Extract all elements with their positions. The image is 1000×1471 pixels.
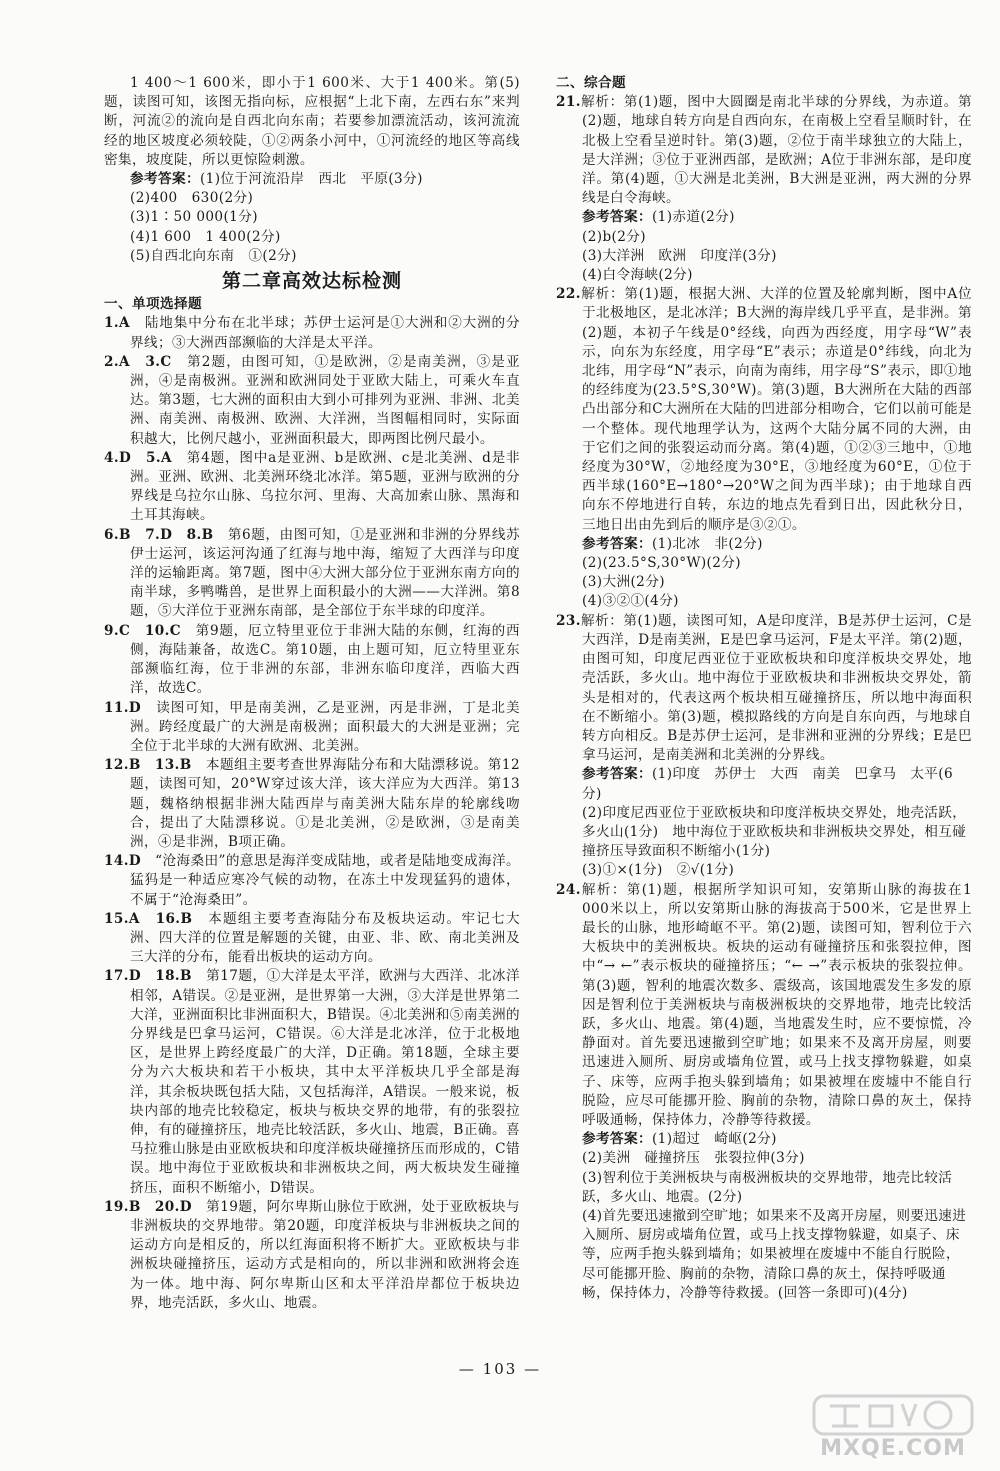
answer-block bbox=[556, 208, 972, 227]
question-analysis: 解析：第(1)题，读图可知，A是印度洋，B是苏伊士运河，C是大西洋，D是南美洲，E是巴拿马运河，F是太平洋。第(2)题，由图可知，印度尼西亚位于亚欧板块和印度洋板块交界处，地壳活跃，多火山。地中海位于亚欧板块和非洲板块交界处，箭头是相对的，代表这两个板块相互碰撞挤压，所以地中海面积在不断缩小。第(3)题，模拟路线的方向是自东向西，与地球自转方向相反。B是苏伊士运河，是非洲和亚洲的分界线；E是巴拿马运河，是南美洲和北美洲的分界线。 bbox=[580, 612, 972, 764]
label-gap bbox=[181, 623, 196, 639]
question-analysis: 解析：第(1)题，图中大圆圈是南北半球的分界线，为赤道。第(2)题，地球自转方向是自西向东，在南极上空看呈顺时针，在北极上空看呈逆时针。第(3)题，②位于南半球独立的大陆上，是大洋洲；③位于亚洲西部，是欧洲；A位于非洲东部，是印度洋。第(4)题，①大洲是北美洲，B大洲是亚洲，两大洲的分界线是白令海峡。 bbox=[580, 94, 972, 207]
question-number: 9.C 10.C bbox=[104, 622, 181, 639]
label-gap bbox=[214, 527, 228, 543]
section-heading: 二、综合题 bbox=[556, 75, 626, 91]
question-analysis: 读图可知，甲是南美洲，乙是亚洲，丙是非洲，丁是北美洲。跨经度最广的大洲是南极洲；面积最大的大洲是亚洲；完全位于北半球的大洲有欧洲、北美洲。 bbox=[130, 699, 520, 754]
question-item bbox=[556, 93, 972, 208]
label-gap bbox=[192, 1199, 206, 1215]
answer-line: (4)首先要迅速撤到空旷地；如果来不及离开房屋，则要迅速进入厕所、厨房或墙角位置，或马上找支撑物躲避，如桌子、床等，应两手抱头躲到墙角；如果被埋在废墟中不能自行脱险，尽可能挪开脸、胸前的杂物，清除口鼻的灰土，保持呼吸通畅，保持体力，冷静等待救援。(回答一条即可)(4分) bbox=[582, 1207, 967, 1301]
question-number: 17.D 18.B bbox=[104, 968, 192, 985]
label-gap bbox=[192, 911, 208, 927]
label-gap bbox=[141, 700, 156, 716]
answer-line: (1)北冰 非(2分) bbox=[651, 535, 763, 552]
answer-block bbox=[556, 535, 972, 554]
label-gap bbox=[192, 968, 206, 984]
label-gap bbox=[141, 853, 155, 869]
watermark-logo-icon bbox=[808, 1392, 978, 1438]
chapter-title: 第二章高效达标检测 bbox=[221, 270, 402, 293]
question-item bbox=[556, 612, 972, 766]
page-number: — 103 — bbox=[458, 1360, 542, 1378]
answer-line: (2)400 630(2分) bbox=[130, 190, 254, 207]
question-item bbox=[104, 449, 520, 526]
answer-block bbox=[556, 765, 972, 803]
answer-line: (5)自西北向东南 ①(2分) bbox=[130, 247, 297, 264]
question-item bbox=[104, 699, 520, 757]
label-gap bbox=[172, 450, 187, 466]
question-analysis: 第19题，阿尔卑斯山脉位于欧洲，处于亚欧板块与非洲板块的交界地带。第20题，印度洋板块与非洲板块之间的运动方向是相反的，所以红海面积将不断扩大。亚欧板块与非洲板块碰撞挤压，运动方式是相向的，所以非洲和欧洲将会连为一体。地中海、阿尔卑斯山区和太平洋沿岸都位于板块边界，地壳活跃，多火山、地震。 bbox=[130, 1198, 520, 1311]
question-item bbox=[104, 967, 520, 1197]
label-gap bbox=[130, 315, 145, 331]
question-item bbox=[104, 756, 520, 852]
answer-line: (3)①×(1分) ②√(1分) bbox=[582, 862, 735, 879]
intro-paragraph: 1 400～1 600米，即小于1 600米、大于1 400米。第(5)题，读图可知，该图无指向标，应根据“上北下南，左西右东”来判断，河流②的流向是自西北向东南；若要参加漂流活动，该河流流经的地区坡度必须较陡，①②两条小河中，①河流经的地区等高线密集，坡度陡，所以更惊险刺激。 bbox=[104, 75, 520, 168]
question-analysis: 本题组主要考查世界海陆分布和大陆漂移说。第12题，读图可知，20°W穿过该大洋，该大洋应为大西洋。第13题，魏格纳根据非洲大陆西岸与南美洲大陆东岸的轮廓线吻合，提出了大陆漂移说。①是北美洲，②是欧洲，③是南美洲，④是非洲，B项正确。 bbox=[130, 757, 520, 850]
question-number: 14.D bbox=[104, 853, 142, 870]
answer-label: 参考答案： bbox=[130, 171, 200, 188]
question-analysis: 第17题，①大洋是太平洋，欧洲与大西洋、北冰洋相邻，A错误。②是亚洲，是世界第一大洲，③大洋是世界第二大洋，亚洲面积比非洲面积大，B错误。④北美洲和⑤南美洲的分界线是巴拿马运河，C错误。⑥大洋是北冰洋，位于北极地区，是世界上跨经度最广的大洋，D正确。第18题，全球主要分为六大板块和若干小板块，其中太平洋板块几乎全部是海洋，其余板块既包括大陆，又包括海洋，A错误。一般来说，板块内部的地壳比较稳定，板块与板块交界的地带，有的张裂拉伸，有的碰撞挤压，地壳比较活跃，多火山、地震，B正确。喜马拉雅山脉是由亚欧板块和印度洋板块碰撞挤压而形成的，C错误。地中海位于亚欧板块和非洲板块之间，两大板块发生碰撞挤压，面积不断缩小，D错误。 bbox=[130, 968, 520, 1196]
answer-line: (1)印度 苏伊士 大西 南美 巴拿马 太平(6分) bbox=[582, 766, 954, 802]
answer-line: (4)③②①(4分) bbox=[582, 593, 679, 610]
label-gap bbox=[172, 354, 187, 370]
question-analysis: 陆地集中分布在北半球；苏伊士运河是①大洲和②大洲的分界线；③大洲西部濒临的大洋是太平洋。 bbox=[130, 315, 520, 351]
question-number: 6.B 7.D 8.B bbox=[104, 526, 214, 543]
question-analysis: 第9题，厄立特里亚位于非洲大陆的东侧，红海的西侧，海陆兼备，故选C。第10题，由上题可知，厄立特里亚东部濒临红海，位于非洲的东部，非洲东临印度洋，西临大西洋，故选C。 bbox=[130, 622, 520, 697]
answer-line: (2)b(2分) bbox=[582, 228, 647, 245]
answer-line: (4)1 600 1 400(2分) bbox=[130, 228, 281, 245]
answer-line: (2)美洲 碰撞挤压 张裂拉伸(3分) bbox=[582, 1150, 805, 1167]
question-number: 4.D 5.A bbox=[104, 449, 172, 466]
question-number: 19.B 20.D bbox=[104, 1198, 192, 1215]
question-number: 21. bbox=[556, 94, 581, 111]
question-analysis: “沧海桑田”的意思是海洋变成陆地，或者是陆地变成海洋。猛犸是一种适应寒冷气候的动物，在冻土中发现猛犸的遗体，不属于“沧海桑田”。 bbox=[130, 853, 520, 908]
answer-block bbox=[556, 1130, 972, 1149]
question-item bbox=[104, 1198, 520, 1313]
answer-label: 参考答案： bbox=[582, 1131, 652, 1148]
left-column bbox=[104, 74, 520, 1313]
question-item bbox=[556, 285, 972, 535]
question-item bbox=[104, 314, 520, 352]
answer-line: (4)白令海峡(2分) bbox=[582, 267, 693, 284]
watermark-site: MXQE.COM bbox=[820, 1436, 966, 1461]
answer-line: (3)1∶50 000(1分) bbox=[130, 209, 258, 226]
answer-line: (3)智利位于美洲板块与南极洲板块的交界地带，地壳比较活跃，多火山、地震。(2分) bbox=[582, 1169, 953, 1205]
question-number: 2.A 3.C bbox=[104, 353, 172, 370]
question-analysis: 第4题，图中a是亚洲、b是欧洲、c是北美洲、d是非洲。亚洲、欧洲、北美洲环绕北冰洋。第5题，亚洲与欧洲的分界线是乌拉尔山脉、乌拉尔河、里海、大高加索山脉、黑海和土耳其海峡。 bbox=[130, 449, 520, 524]
question-analysis: 解析：第(1)题，根据大洲、大洋的位置及轮廓判断，图中A位于北极地区，是北冰洋；B大洲的海岸线几乎平直，是非洲。第(2)题，本初子午线是0°经线，向西为西经度，用字母“W”表示，向东为东经度，用字母“E”表示；赤道是0°纬线，向北为北纬，用字母“N”表示，向南为南纬，用字母“S”表示，即①地的经纬度为(23.5°S,30°W)。第(3)题，B大洲所在大陆的西部凸出部分和C大洲所在大陆的凹进部分相吻合，它们以前可能是一个整体。现代地理学认为，这两个大陆分属不同的大洲，由于它们之间的张裂运动而分离。第(4)题，①②③三地中，①地经度为30°W，②地经度为30°E，③地经度为60°E，①位于西半球(160°E→180°→20°W之间为西半球)；由于地球自西向东不停地进行自转，东边的地点先看到日出，因此秋分日，三地日出由先到后的顺序是③②①。 bbox=[580, 286, 972, 533]
question-analysis: 本题组主要考查海陆分布及板块运动。牢记七大洲、四大洋的位置是解题的关键，由亚、非、欧、南北美洲及三大洋的分布，能看出板块的运动方向。 bbox=[130, 910, 521, 966]
answer-label: 参考答案： bbox=[582, 535, 652, 552]
answer-line: (1)赤道(2分) bbox=[651, 209, 735, 226]
label-gap bbox=[192, 757, 206, 773]
question-analysis: 第6题，由图可知，①是亚洲和非洲的分界线苏伊士运河，该运河沟通了红海与地中海，缩短了大西洋与印度洋的运输距离。第7题，图中④大洲大部分位于亚洲东南方向的南半球，多鸭嘴兽，是世界上面积最小的大洲——大洋洲。第8题，⑤大洋位于亚洲东南部，是全部位于东半球的印度洋。 bbox=[130, 526, 520, 620]
answer-line: (2)(23.5°S,30°W)(2分) bbox=[582, 555, 741, 572]
answer-line: (1)超过 崎岖(2分) bbox=[651, 1131, 777, 1148]
question-item bbox=[104, 353, 520, 449]
question-list bbox=[104, 314, 520, 1313]
answer-line: (2)印度尼西亚位于亚欧板块和印度洋板块交界处，地壳活跃，多火山(1分) 地中海位于亚欧板块和非洲板块交界处，相互碰撞挤压导致面积不断缩小(1分) bbox=[582, 804, 967, 860]
question-number: 1.A bbox=[104, 315, 130, 332]
question-number: 24. bbox=[556, 881, 581, 898]
question-analysis: 第2题，由图可知，①是欧洲，②是南美洲，③是亚洲，④是南极洲。亚洲和欧洲同处于亚欧大陆上，可乘火车直达。第3题，七大洲的面积由大到小可排列为亚洲、非洲、北美洲、南美洲、南极洲、欧洲、大洋洲，当图幅相同时，实际面积越大，比例尺越小，亚洲面积最大，即两图比例尺最小。 bbox=[130, 353, 520, 447]
answer-label: 参考答案： bbox=[582, 209, 652, 226]
answer-block bbox=[104, 170, 520, 189]
question-number: 15.A 16.B bbox=[104, 910, 193, 927]
question-number: 12.B 13.B bbox=[104, 757, 192, 774]
question-item bbox=[104, 622, 520, 699]
question-analysis: 解析：第(1)题，根据所学知识可知，安第斯山脉的海拔在1 000米以上，所以安第斯山脉的海拔高于500米，它是世界上最长的山脉，地形崎岖不平。第(2)题，读图可知，智利位于六大板块中的美洲板块。板块的运动有碰撞挤压和张裂拉伸，图中“→ ←”表示板块的碰撞挤压；“← →”表示板块的张裂拉伸。第(3)题，智利的地震次数多、震级高，该国地震发生多发的原因是智利位于美洲板块与南极洲板块的交界地带，地壳比较活跃，多火山、地震。第(4)题，当地震发生时，应不要惊慌，冷静面对。首先要迅速撤到空旷地；如果来不及离开房屋，则要迅速进入厕所、厨房或墙角位置，或马上找支撑物躲避，如桌子、床等，应两手抱头躲到墙角；如果被埋在废墟中不能自行脱险，应尽可能挪开脸、胸前的杂物，清除口鼻的灰土，保持呼吸通畅，保持体力，冷静等待救援。 bbox=[580, 881, 972, 1128]
question-number: 23. bbox=[556, 612, 581, 629]
question-item bbox=[104, 526, 520, 622]
section-heading: 一、单项选择题 bbox=[104, 296, 202, 313]
question-number: 11.D bbox=[104, 699, 142, 716]
question-item bbox=[104, 852, 520, 910]
question-number: 22. bbox=[556, 286, 581, 303]
question-item bbox=[104, 910, 520, 968]
watermark bbox=[808, 1392, 978, 1462]
right-column bbox=[556, 74, 972, 1303]
answer-line: (3)大洲(2分) bbox=[582, 574, 665, 591]
question-item bbox=[556, 881, 972, 1131]
answer-label: 参考答案： bbox=[582, 766, 652, 783]
answer-line: (3)大洋洲 欧洲 印度洋(3分) bbox=[582, 247, 777, 264]
answer-line: (1)位于河流沿岸 西北 平原(3分) bbox=[199, 171, 423, 188]
